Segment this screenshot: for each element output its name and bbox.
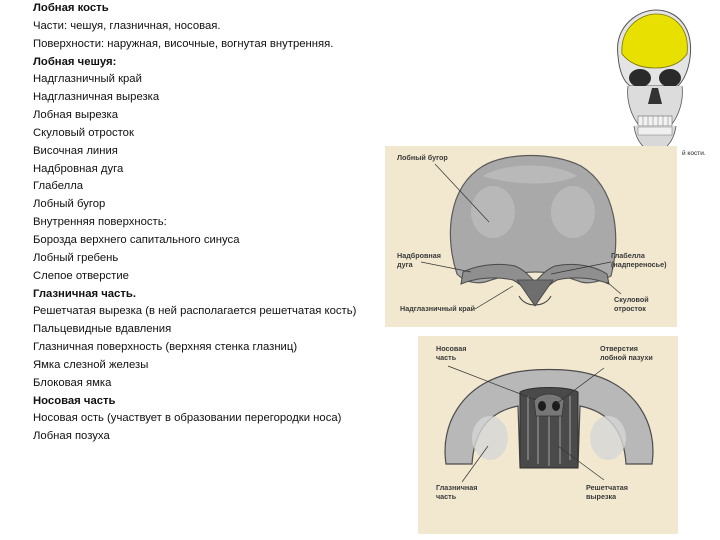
- label-ethmoidal-notch-text: [586, 484, 628, 501]
- skull-frontal-bone-figure: [608, 6, 698, 161]
- skull-caption-fragment: й кости.: [682, 150, 706, 157]
- label-line: Отверстия: [600, 344, 638, 353]
- text-line: Поверхности: наружная, височные, вогнутая внутренняя.: [33, 37, 334, 50]
- text-line: Глазничная поверхность (верхняя стенка глазниц): [33, 341, 298, 354]
- text-line: Решетчатая вырезка (в ней располагается решетчатая кость): [33, 305, 357, 318]
- text-line: Надглазничная вырезка: [33, 91, 160, 104]
- label-orbital-part-text: [436, 484, 477, 501]
- label-zygomatic: [614, 296, 649, 313]
- label-supraorbital-margin: Надглазничный край: [400, 304, 476, 313]
- label-line: Глабелла: [611, 251, 645, 260]
- label-nasal-part: [436, 345, 466, 362]
- text-line: Глазничная часть.: [33, 287, 136, 300]
- label-glabella: [611, 252, 666, 269]
- text-line: Лобная чешуя:: [33, 55, 117, 68]
- text-line: Носовая часть: [33, 394, 116, 407]
- label-nasal-part-text: [436, 345, 466, 362]
- label-tuber: Лобный бугор: [397, 153, 448, 162]
- text-line: Лобный бугор: [33, 198, 106, 211]
- label-line: отросток: [614, 303, 646, 313]
- label-line: вырезка: [586, 491, 617, 501]
- text-column: [33, 0, 393, 446]
- text-line: Ямка слезной железы: [33, 358, 149, 371]
- label-zygomatic-text: [614, 296, 649, 313]
- label-sinus-openings: [600, 345, 653, 362]
- text-line: Лобная кость: [33, 2, 109, 14]
- label-line: лобной пазухи: [600, 352, 653, 362]
- text-line: Лобная позуха: [33, 430, 110, 443]
- label-line: дуга: [397, 259, 413, 269]
- label-line: (надпереносье): [611, 259, 667, 269]
- text-line: Блоковая ямка: [33, 376, 112, 389]
- label-line: Скуловой: [614, 295, 649, 304]
- label-line: Надбровная: [397, 251, 441, 260]
- label-line: Глазничная: [436, 483, 478, 492]
- label-line: часть: [436, 491, 457, 501]
- text-line: Слепое отверстие: [33, 269, 129, 282]
- label-sinus-openings-text: [600, 345, 653, 362]
- text-line: Скуловый отросток: [33, 126, 134, 139]
- label-orbital-part: [436, 484, 477, 501]
- label-line: часть: [436, 352, 457, 362]
- label-arch: [397, 252, 441, 269]
- label-line: Носовая: [436, 344, 467, 353]
- label-line: Решетчатая: [586, 483, 628, 492]
- text-line: Внутренняя поверхность:: [33, 216, 167, 229]
- label-ethmoidal-notch: [586, 484, 628, 501]
- label-glabella-text: [611, 252, 666, 269]
- text-line: Пальцевидные вдавления: [33, 323, 172, 336]
- text-line: Глабелла: [33, 180, 84, 193]
- text-line: Височная линия: [33, 144, 118, 157]
- text-line: Борозда верхнего сапитального синуса: [33, 233, 240, 246]
- text-line: Надбровная дуга: [33, 162, 124, 175]
- text-line: Лобная вырезка: [33, 109, 119, 122]
- text-line: Носовая ость (участвует в образовании перегородки носа): [33, 412, 342, 425]
- text-line: Лобный гребень: [33, 251, 119, 264]
- frontal-bone-inferior-figure: [418, 336, 678, 534]
- text-line: Части: чешуя, глазничная, носовая.: [33, 19, 221, 32]
- label-arch-text: [397, 252, 441, 269]
- text-line: Надглазничный край: [33, 73, 142, 86]
